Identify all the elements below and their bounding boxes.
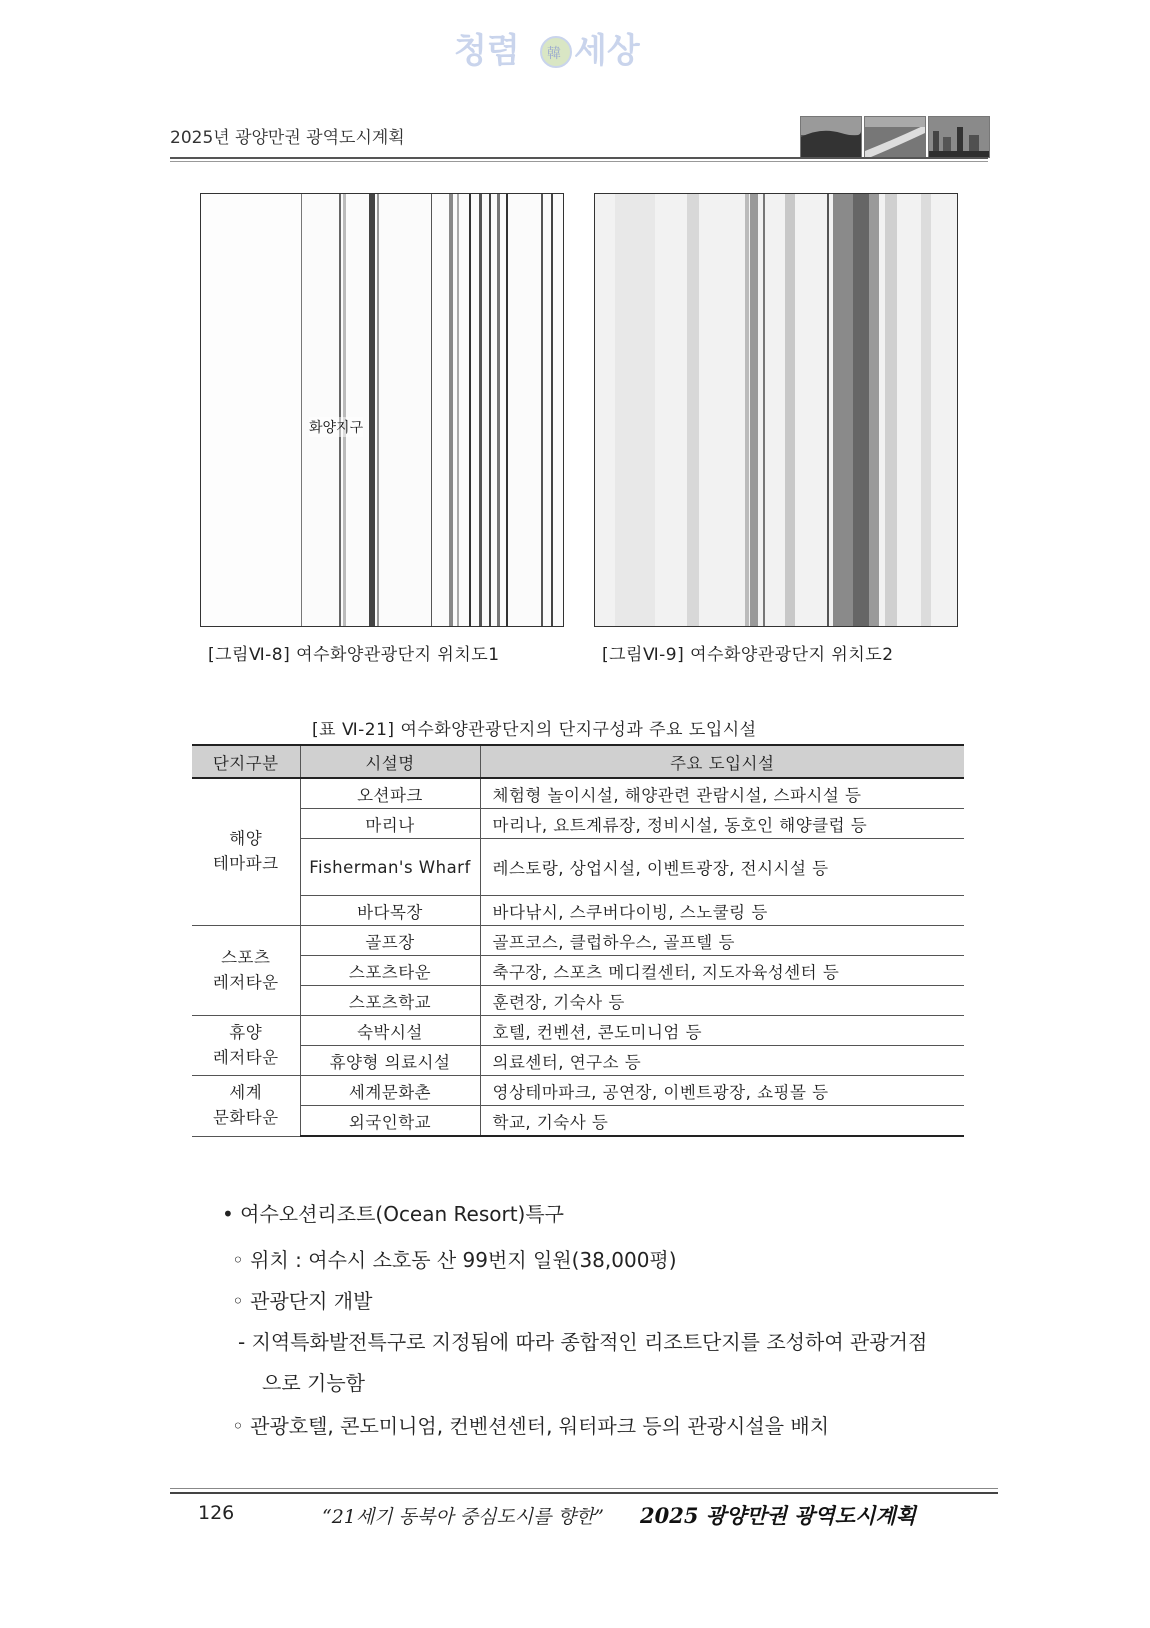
running-header-title: 2025년 광양만권 광역도시계획 (170, 128, 405, 148)
main-facilities-cell: 마리나, 요트계류장, 정비시설, 동호인 해양클럽 등 (480, 809, 964, 839)
table-row (192, 809, 964, 839)
table-row (192, 1046, 964, 1076)
column-header-zone: 단지구분 (192, 745, 300, 778)
zone-cell-resort-leisure-town (192, 1016, 300, 1076)
facility-name-cell: 골프장 (300, 926, 480, 956)
main-facilities-cell: 축구장, 스포츠 메디컬센터, 지도자육성센터 등 (480, 956, 964, 986)
facility-name-cell: 오션파크 (300, 778, 480, 809)
header-photo-strip (800, 116, 990, 158)
table-row (192, 778, 964, 809)
figure-caption-2: [그림Ⅵ-9] 여수화양관광단지 위치도2 (602, 645, 894, 665)
facility-name-cell: 외국인학교 (300, 1106, 480, 1137)
main-facilities-cell: 영상테마파크, 공연장, 이벤트광장, 쇼핑몰 등 (480, 1076, 964, 1106)
header-rule-thin (170, 161, 988, 162)
table-row (192, 1076, 964, 1106)
watermark-text-left: 청렴 (454, 31, 520, 71)
zone-cell-sports-leisure-town (192, 926, 300, 1016)
table-row (192, 956, 964, 986)
zone-name-line2: 문화타운 (212, 1107, 279, 1127)
body-item-location: ◦ 위치 : 여수시 소호동 산 99번지 일원(38,000평) (232, 1248, 677, 1272)
table-title: [표 Ⅵ-21] 여수화양관광단지의 단지구성과 주요 도입시설 (312, 720, 757, 740)
zone-name-line2: 레저타운 (212, 1047, 279, 1067)
zone-name-line1: 휴양 (229, 1022, 263, 1042)
body-item-development: ◦ 관광단지 개발 (232, 1289, 373, 1313)
table-row (192, 926, 964, 956)
table-row (192, 986, 964, 1016)
footer-rule-thin (170, 1488, 998, 1489)
header-photo-bay (800, 116, 862, 158)
footer-rule (170, 1492, 998, 1494)
body-item-detail-continued: 으로 기능함 (262, 1371, 365, 1395)
zone-name-line2: 테마파크 (212, 854, 279, 873)
figure-caption-1: [그림Ⅵ-8] 여수화양관광단지 위치도1 (208, 645, 500, 665)
body-item-facilities: ◦ 관광호텔, 콘도미니엄, 컨벤션센터, 워터파크 등의 관광시설을 배치 (232, 1414, 830, 1438)
facility-name-cell: 세계문화촌 (300, 1076, 480, 1106)
facility-name-cell: Fisherman's Wharf (300, 839, 480, 896)
table-header-row (192, 745, 964, 778)
main-facilities-cell: 레스토랑, 상업시설, 이벤트광장, 전시시설 등 (480, 839, 964, 896)
zone-name-line2: 레저타운 (212, 972, 279, 992)
zone-cell-world-culture-town (192, 1076, 300, 1137)
main-facilities-cell: 골프코스, 클럽하우스, 골프텔 등 (480, 926, 964, 956)
main-facilities-cell: 호텔, 컨벤션, 콘도미니엄 등 (480, 1016, 964, 1046)
map-label-hwayang: 화양지구 (309, 417, 363, 437)
body-item-detail: - 지역특화발전특구로 지정됨에 따라 종합적인 리조트단지를 조성하여 관광거점 (238, 1330, 928, 1354)
header-rule (170, 157, 988, 159)
main-facilities-cell: 의료센터, 연구소 등 (480, 1046, 964, 1076)
table-row (192, 839, 964, 896)
main-facilities-cell: 바다낚시, 스쿠버다이빙, 스노쿨링 등 (480, 896, 964, 926)
facility-name-cell: 숙박시설 (300, 1016, 480, 1046)
main-facilities-cell: 체험형 놀이시설, 해양관련 관람시설, 스파시설 등 (480, 778, 964, 809)
main-facilities-cell: 훈련장, 기숙사 등 (480, 986, 964, 1016)
figure-location-map-1 (200, 193, 564, 627)
location-map-2-image (595, 194, 957, 626)
table-row (192, 1016, 964, 1046)
footer-slogan: “21세기 동북아 중심도시를 향한” (322, 1506, 604, 1528)
column-header-facility: 시설명 (300, 745, 480, 778)
facility-name-cell: 휴양형 의료시설 (300, 1046, 480, 1076)
location-map-1-image (201, 194, 563, 626)
watermark-logo (450, 20, 670, 80)
footer-document-name: 2025 광양만권 광역도시계획 (640, 1503, 916, 1528)
page-number: 126 (198, 1502, 235, 1524)
figure-location-map-2 (594, 193, 958, 627)
watermark-text-mid: 韓 (547, 46, 561, 62)
zone-cell-marine-theme-park (192, 778, 300, 926)
facility-name-cell: 스포츠학교 (300, 986, 480, 1016)
zone-name-line1: 해양 (229, 829, 263, 849)
facilities-table (192, 744, 964, 1137)
zone-name-line1: 스포츠 (221, 947, 271, 967)
facility-name-cell: 바다목장 (300, 896, 480, 926)
watermark-text-right: 세상 (574, 31, 640, 71)
table-row (192, 896, 964, 926)
table-row (192, 1106, 964, 1137)
header-photo-river (864, 116, 926, 158)
facility-name-cell: 마리나 (300, 809, 480, 839)
section-heading: • 여수오션리조트(Ocean Resort)특구 (222, 1202, 564, 1226)
zone-name-line1: 세계 (229, 1083, 263, 1102)
column-header-main-facilities: 주요 도입시설 (480, 745, 964, 778)
header-photo-city (928, 116, 990, 158)
main-facilities-cell: 학교, 기숙사 등 (480, 1106, 964, 1137)
facility-name-cell: 스포츠타운 (300, 956, 480, 986)
